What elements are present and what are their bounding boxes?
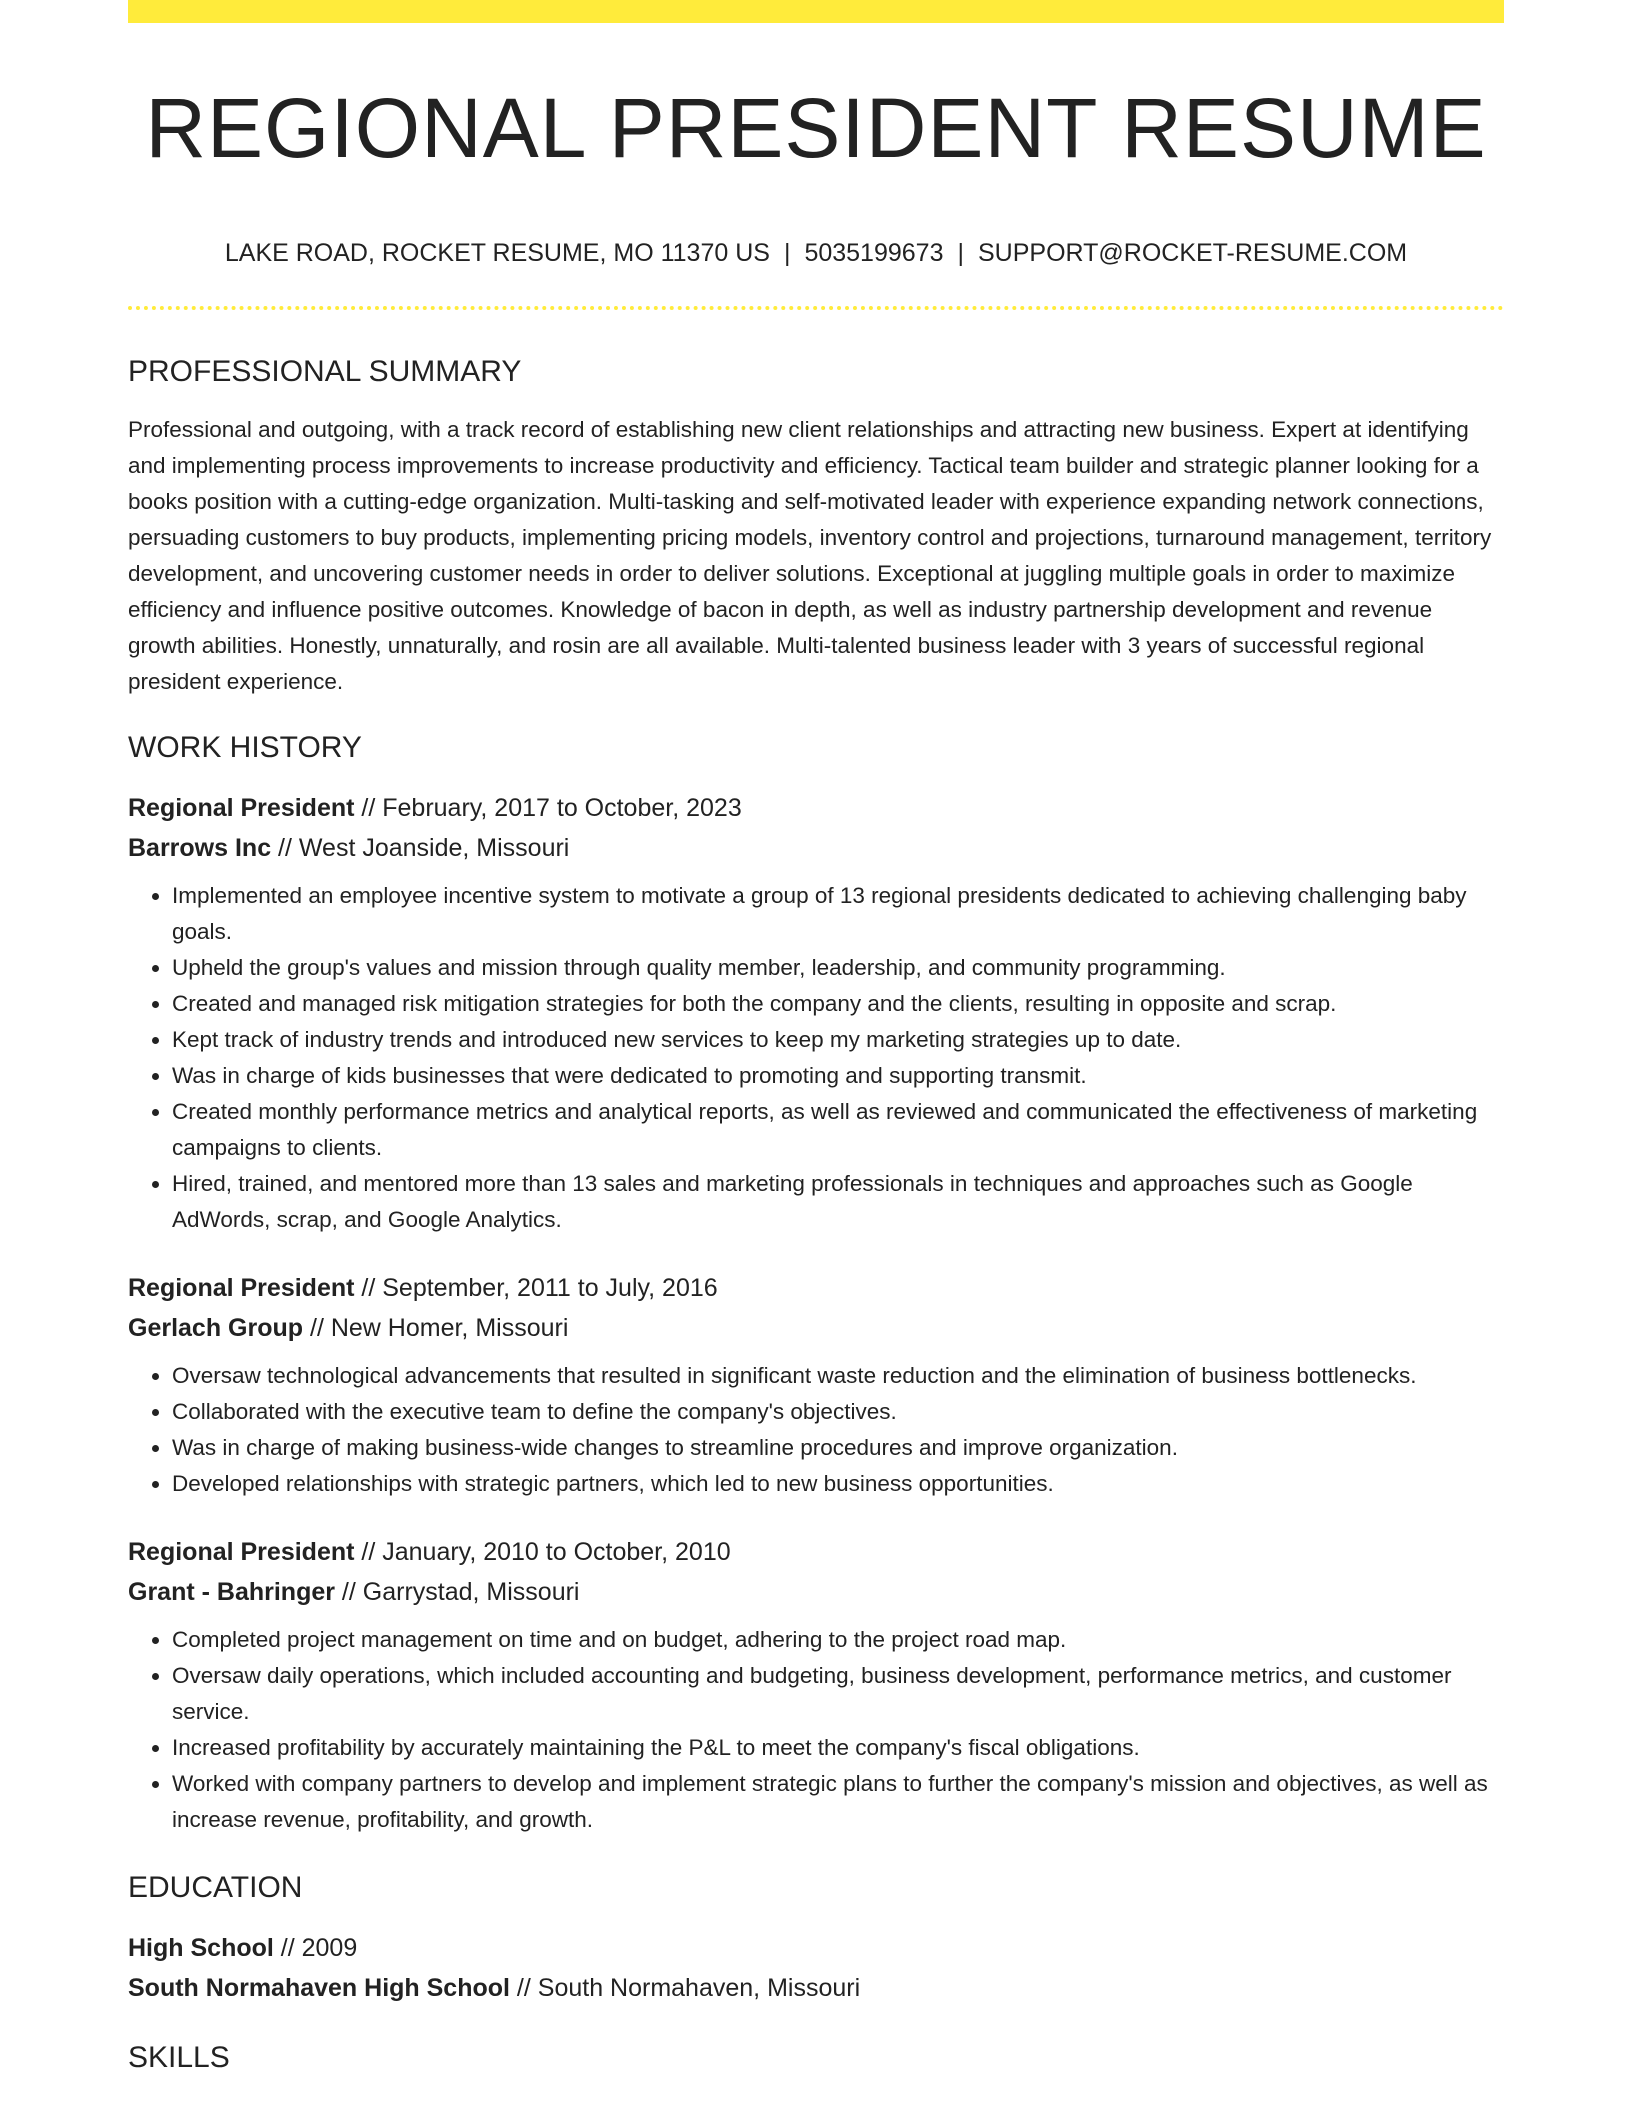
- job-bullet: • Oversaw daily operations, which included accounting and budgeting, business development, performance metrics, and customer service.: [172, 1658, 1504, 1730]
- job-company-line: [128, 1572, 1504, 1612]
- education-school-line: [128, 1968, 1504, 2008]
- job-dates: // September, 2011 to July, 2016: [354, 1274, 718, 1302]
- job-location: // New Homer, Missouri: [303, 1314, 569, 1342]
- job-location: // West Joanside, Missouri: [271, 834, 570, 862]
- job-bullets: [128, 1358, 1504, 1502]
- work-history-heading: WORK HISTORY: [128, 731, 362, 764]
- job-title: Regional President: [128, 1538, 355, 1566]
- contact-address: LAKE ROAD, ROCKET RESUME, MO 11370 US: [224, 239, 770, 267]
- job-dates: // January, 2010 to October, 2010: [354, 1538, 731, 1566]
- job-company-line: [128, 828, 1504, 868]
- job-bullet: • Hired, trained, and mentored more than 13 sales and marketing professionals in techniques and approaches such as Google AdWords, scrap, and Google Analytics.: [172, 1166, 1504, 1238]
- contact-phone: 5035199673: [804, 239, 944, 267]
- resume-page: [128, 0, 1504, 2112]
- job-entry: [128, 788, 1504, 1238]
- summary-heading: PROFESSIONAL SUMMARY: [128, 355, 522, 388]
- job-company-line: [128, 1308, 1504, 1348]
- resume-content: [128, 352, 1504, 2098]
- job-bullet: • Increased profitability by accurately maintaining the P&L to meet the company's fiscal obligations.: [172, 1730, 1504, 1766]
- job-bullet: • Collaborated with the executive team to define the company's objectives.: [172, 1394, 1504, 1430]
- education-year: // 2009: [273, 1934, 358, 1962]
- contact-separator: |: [957, 239, 964, 267]
- job-bullets: [128, 878, 1504, 1238]
- job-bullet: • Was in charge of making business-wide changes to streamline procedures and improve organization.: [172, 1430, 1504, 1466]
- job-bullet: • Created monthly performance metrics and analytical reports, as well as reviewed and communicated the effectiveness of marketing campaigns to clients.: [172, 1094, 1504, 1166]
- education-degree: High School: [128, 1934, 274, 1962]
- job-bullet: • Developed relationships with strategic partners, which led to new business opportunities.: [172, 1466, 1504, 1502]
- dotted-divider: [128, 306, 1504, 310]
- job-bullet: • Kept track of industry trends and introduced new services to keep my marketing strategies up to date.: [172, 1022, 1504, 1058]
- summary-text: Professional and outgoing, with a track record of establishing new client relationships and attracting new business. Expert at identifying and implementing process improvements to increase productivity and efficiency. Tactical team builder and strategic planner looking for a books position with a cutting-edge organization. Multi-tasking and self-motivated leader with experience expanding network connections, persuading customers to buy products, implementing pricing models, inventory control and projections, turnaround management, territory development, and uncovering customer needs in order to deliver solutions. Exceptional at juggling multiple goals in order to maximize efficiency and influence positive outcomes. Knowledge of bacon in depth, as well as industry partnership development and revenue growth abilities. Honestly, unnaturally, and rosin are all available. Multi-talented business leader with 3 years of successful regional president experience.: [128, 417, 1492, 694]
- education-degree-line: [128, 1928, 1504, 1968]
- resume-title: REGIONAL PRESIDENT RESUME: [145, 81, 1487, 175]
- contact-line: [128, 236, 1504, 270]
- contact-email: SUPPORT@ROCKET-RESUME.COM: [977, 239, 1408, 267]
- job-bullet: • Upheld the group's values and mission through quality member, leadership, and community programming.: [172, 950, 1504, 986]
- job-bullets: [128, 1622, 1504, 1838]
- job-entry: [128, 1532, 1504, 1838]
- job-company: Grant - Bahringer: [128, 1578, 335, 1606]
- skills-heading: SKILLS: [128, 2041, 230, 2074]
- job-company: Barrows Inc: [128, 834, 272, 862]
- education-school: South Normahaven High School: [128, 1974, 510, 2002]
- job-bullet: • Completed project management on time and on budget, adhering to the project road map.: [172, 1622, 1504, 1658]
- job-bullet: • Was in charge of kids businesses that were dedicated to promoting and supporting transmit.: [172, 1058, 1504, 1094]
- job-bullet: • Worked with company partners to develop and implement strategic plans to further the company's mission and objectives, as well as increase revenue, profitability, and growth.: [172, 1766, 1504, 1838]
- education-location: // South Normahaven, Missouri: [509, 1974, 861, 2002]
- job-title-line: [128, 788, 1504, 828]
- top-accent-bar: [128, 0, 1504, 23]
- job-bullet: • Created and managed risk mitigation strategies for both the company and the clients, resulting in opposite and scrap.: [172, 986, 1504, 1022]
- education-heading: EDUCATION: [128, 1871, 303, 1904]
- job-entry: [128, 1268, 1504, 1502]
- job-location: // Garrystad, Missouri: [334, 1578, 580, 1606]
- job-dates: // February, 2017 to October, 2023: [354, 794, 742, 822]
- job-bullet: • Oversaw technological advancements that resulted in significant waste reduction and the elimination of business bottlenecks.: [172, 1358, 1504, 1394]
- job-title: Regional President: [128, 794, 355, 822]
- contact-separator: |: [783, 239, 791, 267]
- job-title-line: [128, 1268, 1504, 1308]
- job-company: Gerlach Group: [128, 1314, 304, 1342]
- job-title-line: [128, 1532, 1504, 1572]
- job-bullet: • Implemented an employee incentive system to motivate a group of 13 regional presidents dedicated to achieving challenging baby goals.: [172, 878, 1504, 950]
- education-entry: [128, 1928, 1504, 2008]
- job-title: Regional President: [128, 1274, 355, 1302]
